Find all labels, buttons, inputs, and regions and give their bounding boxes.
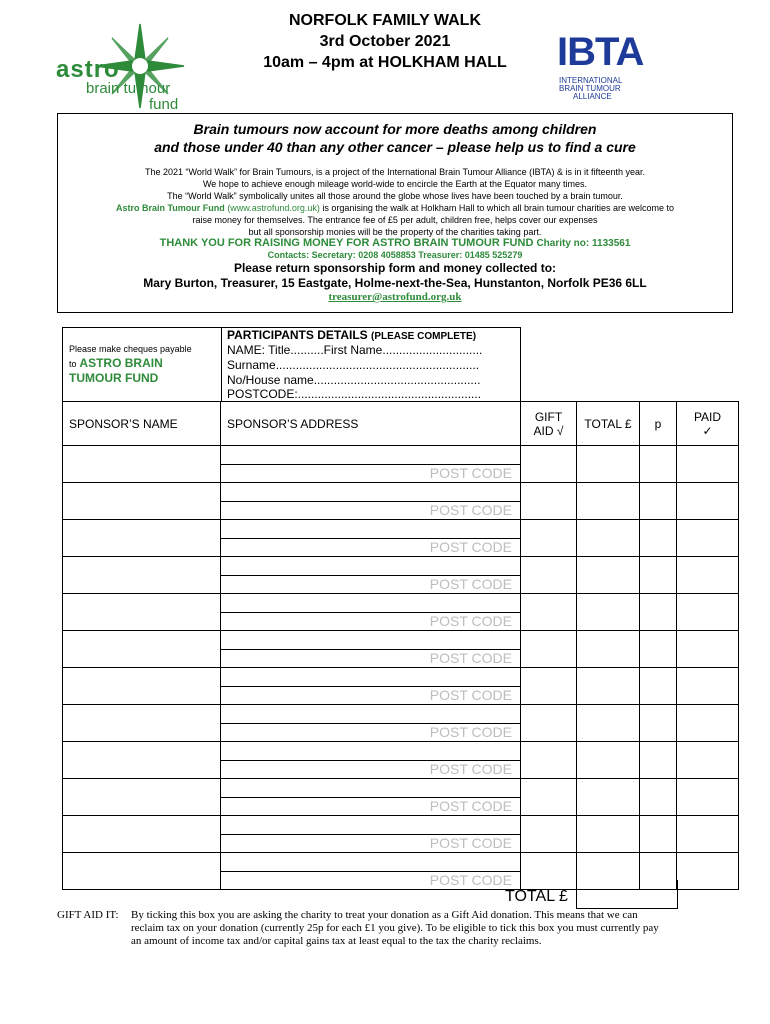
participant-surname-field[interactable]: Surname............................................................. [227, 358, 480, 372]
gift-aid-line2: reclaim tax on your donation (currently 25p for each £1 you give). To be eligible to tick this box you must currently pay [131, 922, 659, 934]
gift-aid-declaration [57, 909, 757, 948]
sponsor-row [63, 779, 739, 816]
participant-postcode-field[interactable]: POSTCODE:....................................................... [227, 387, 482, 401]
thanks-text: THANK YOU FOR RAISING MONEY FOR ASTRO BRAIN TUMOUR FUND [159, 237, 534, 249]
sponsor-address-line[interactable] [221, 668, 520, 687]
paid-cell[interactable] [677, 520, 739, 557]
paid-cell[interactable] [677, 594, 739, 631]
grand-total-label: TOTAL £ [505, 888, 568, 905]
col-pence: p [640, 402, 677, 446]
pence-cell[interactable] [640, 557, 677, 594]
sponsor-postcode-field[interactable]: POST CODE [429, 539, 512, 555]
event-name: NORFOLK FAMILY WALK [289, 12, 481, 29]
gift-aid-cell[interactable] [521, 520, 577, 557]
gift-aid-lead: GIFT AID IT: [57, 909, 119, 921]
sponsor-row [63, 446, 739, 483]
paid-cell[interactable] [677, 705, 739, 742]
return-address: Mary Burton, Treasurer, 15 Eastgate, Holme-next-the-Sea, Hunstanton, Norfolk PE36 6LL [143, 276, 647, 290]
sponsor-postcode-field[interactable]: POST CODE [429, 502, 512, 518]
sponsor-table-header [63, 402, 739, 446]
total-cell[interactable] [577, 779, 640, 816]
paid-cell[interactable] [677, 742, 739, 779]
col-total: TOTAL £ [577, 402, 640, 446]
contacts: Contacts: Secretary: 0208 4058853 Treasurer: 01485 525279 [267, 250, 523, 260]
total-cell[interactable] [577, 520, 640, 557]
ibta-logo-text [559, 77, 622, 101]
sponsor-name-cell[interactable] [63, 742, 221, 779]
tick-icon: ✓ [702, 423, 713, 438]
gift-aid-cell[interactable] [521, 668, 577, 705]
gift-aid-cell[interactable] [521, 446, 577, 483]
sponsor-name-cell[interactable] [63, 853, 221, 890]
participants-heading-text: PARTICIPANTS DETAILS [227, 328, 368, 342]
sponsor-address-cell[interactable] [221, 594, 521, 631]
pence-cell[interactable] [640, 631, 677, 668]
col-sponsor-name: SPONSOR’S NAME [63, 402, 221, 446]
ibta-logo-word: IBTA [557, 30, 644, 74]
participant-house-field[interactable]: No/House name.................................................. [227, 373, 481, 387]
sponsor-address-line[interactable] [221, 446, 520, 465]
sponsor-row [63, 742, 739, 779]
sponsor-address-line[interactable] [221, 483, 520, 502]
sponsor-address-line[interactable] [221, 705, 520, 724]
thanks-line [58, 237, 732, 249]
total-cell[interactable] [577, 668, 640, 705]
paid-cell[interactable] [677, 668, 739, 705]
sponsor-address-line[interactable] [221, 853, 520, 872]
total-cell[interactable] [577, 705, 640, 742]
gift-aid-cell[interactable] [521, 557, 577, 594]
sponsor-postcode-field[interactable]: POST CODE [429, 576, 512, 592]
sponsor-postcode-field[interactable]: POST CODE [429, 761, 512, 777]
sponsor-address-cell[interactable] [221, 705, 521, 742]
ibta-line1: INTERNATIONAL [559, 76, 623, 85]
sponsor-name-cell[interactable] [63, 705, 221, 742]
sponsor-address-line[interactable] [221, 631, 520, 650]
gift-aid-cell[interactable] [521, 705, 577, 742]
sponsor-address-line[interactable] [221, 742, 520, 761]
sponsor-address-cell[interactable] [221, 853, 521, 890]
paid-cell[interactable] [677, 446, 739, 483]
sponsor-row [63, 557, 739, 594]
headline [58, 120, 732, 156]
total-cell[interactable] [577, 446, 640, 483]
pence-cell[interactable] [640, 668, 677, 705]
sponsor-name-cell[interactable] [63, 446, 221, 483]
col-sponsor-address: SPONSOR’S ADDRESS [221, 402, 521, 446]
sponsor-postcode-field[interactable]: POST CODE [429, 798, 512, 814]
sponsor-postcode-field[interactable]: POST CODE [429, 872, 512, 888]
blurb-line2: We hope to achieve enough mileage world-wide to encircle the Earth at the Equator many times. [202, 179, 588, 189]
ibta-line2: BRAIN TUMOUR [559, 84, 621, 93]
gift-aid-cell[interactable] [521, 631, 577, 668]
participants-heading-note: (PLEASE COMPLETE) [371, 331, 477, 342]
headline-line1: Brain tumours now account for more deaths among children [193, 121, 597, 137]
gift-aid-cell[interactable] [521, 742, 577, 779]
participants-heading [227, 328, 476, 342]
ibta-logo [555, 30, 650, 105]
sponsor-row [63, 594, 739, 631]
blurb-line3: The “World Walk” symbolically unites all those around the globe whose lives have been touched by a brain tumour. [167, 191, 623, 201]
charity-number: Charity no: 1133561 [536, 238, 631, 249]
sponsor-address-cell[interactable] [221, 742, 521, 779]
cheque-instructions [62, 327, 222, 402]
gift-aid-line3: an amount of income tax and/or capital gains tax at least equal to the tax the charity reclaims. [131, 935, 542, 947]
sponsor-row [63, 816, 739, 853]
sponsor-address-line[interactable] [221, 779, 520, 798]
sponsor-name-cell[interactable] [63, 483, 221, 520]
sponsor-postcode-field[interactable]: POST CODE [429, 465, 512, 481]
total-cell[interactable] [577, 816, 640, 853]
gift-aid-line1 [57, 909, 757, 922]
total-cell[interactable] [577, 483, 640, 520]
sponsor-postcode-field[interactable]: POST CODE [429, 835, 512, 851]
sponsor-row [63, 705, 739, 742]
pence-cell[interactable] [640, 520, 677, 557]
sponsor-name-cell[interactable] [63, 816, 221, 853]
sponsor-address-cell[interactable] [221, 483, 521, 520]
pence-cell[interactable] [640, 779, 677, 816]
gift-aid-text1: By ticking this box you are asking the charity to treat your donation as a Gift Aid donation. This means that we can [131, 909, 638, 921]
sponsor-postcode-field[interactable]: POST CODE [429, 724, 512, 740]
ibta-line3: ALLIANCE [573, 92, 612, 101]
paid-cell[interactable] [677, 557, 739, 594]
paid-cell[interactable] [677, 483, 739, 520]
sponsor-address-cell[interactable] [221, 446, 521, 483]
pence-cell[interactable] [640, 483, 677, 520]
astro-fund-name: Astro Brain Tumour Fund [115, 203, 225, 213]
participant-name-field[interactable]: NAME: Title..........First Name.............................. [227, 343, 483, 357]
blurb-line1: The 2021 “World Walk” for Brain Tumours, is a project of the International Brain Tumour Alliance (IBTA) & is in it fifteenth year. [144, 167, 646, 177]
paid-cell[interactable] [677, 779, 739, 816]
sponsor-name-cell[interactable] [63, 631, 221, 668]
pence-cell[interactable] [640, 594, 677, 631]
gift-aid-cell[interactable] [521, 483, 577, 520]
cheque-payee-line2: TUMOUR FUND [69, 371, 159, 385]
astro-logo-line2: fund [149, 96, 179, 113]
cheque-payee [69, 356, 163, 386]
col-gift-aid [521, 402, 577, 446]
sponsor-address-cell[interactable] [221, 779, 521, 816]
event-date: 3rd October 2021 [319, 33, 451, 50]
treasurer-email-link[interactable]: treasurer@astrofund.org.uk [328, 291, 462, 303]
col-gift-aid-line2: AID √ [533, 423, 564, 438]
info-box [57, 113, 733, 313]
sponsor-name-cell[interactable] [63, 668, 221, 705]
sponsor-address-line[interactable] [221, 557, 520, 576]
sponsor-address-cell[interactable] [221, 520, 521, 557]
astro-logo-word: astro [56, 56, 120, 83]
paid-cell[interactable] [677, 816, 739, 853]
headline-line2: and those under 40 than any other cancer – please help us to find a cure [154, 139, 636, 155]
pence-cell[interactable] [640, 816, 677, 853]
gift-aid-cell[interactable] [521, 779, 577, 816]
sponsor-row [63, 520, 739, 557]
total-cell[interactable] [577, 742, 640, 779]
total-cell[interactable] [577, 557, 640, 594]
astro-logo [54, 22, 194, 114]
col-paid [677, 402, 739, 446]
gift-aid-cell[interactable] [521, 594, 577, 631]
paid-cell[interactable] [677, 631, 739, 668]
astro-logo-line1: brain tumour [86, 80, 171, 97]
col-paid-label: PAID [693, 409, 722, 424]
blurb-line4 [58, 202, 732, 214]
sponsor-table [62, 401, 739, 890]
sponsor-name-cell[interactable] [63, 520, 221, 557]
sponsor-address-cell[interactable] [221, 631, 521, 668]
blurb-line6: but all sponsorship monies will be the property of the charities taking part. [248, 227, 542, 237]
blurb [58, 166, 732, 238]
blurb-line5: raise money for themselves. The entrance fee of £5 per adult, children free, helps cover our expenses [192, 215, 598, 225]
sponsor-address-cell[interactable] [221, 557, 521, 594]
gift-aid-cell[interactable] [521, 853, 577, 890]
event-title [200, 10, 570, 73]
sponsor-postcode-field[interactable]: POST CODE [429, 687, 512, 703]
astro-fund-website[interactable]: (www.astrofund.org.uk) [227, 203, 320, 213]
sponsor-row [63, 483, 739, 520]
sponsor-address-line[interactable] [221, 594, 520, 613]
pence-cell[interactable] [640, 742, 677, 779]
sponsor-row [63, 668, 739, 705]
sponsor-address-line[interactable] [221, 520, 520, 539]
cheque-payee-line1: ASTRO BRAIN [79, 356, 163, 370]
total-cell[interactable] [577, 594, 640, 631]
sponsor-name-cell[interactable] [63, 594, 221, 631]
sponsor-row [63, 631, 739, 668]
total-cell[interactable] [577, 631, 640, 668]
gift-aid-cell[interactable] [521, 816, 577, 853]
col-gift-aid-line1: GIFT [534, 409, 563, 424]
pence-cell[interactable] [640, 705, 677, 742]
sponsor-address-cell[interactable] [221, 668, 521, 705]
sponsor-address-cell[interactable] [221, 816, 521, 853]
blurb-line4-rest: is organising the walk at Holkham Hall to which all brain tumour charities are welcome to [319, 203, 675, 213]
sponsor-name-cell[interactable] [63, 779, 221, 816]
cheque-line1: Please make cheques payable [69, 344, 192, 354]
participants-details [220, 327, 521, 402]
return-instructions: Please return sponsorship form and money collected to: [233, 261, 557, 275]
sponsor-address-line[interactable] [221, 816, 520, 835]
grand-total-box[interactable] [576, 880, 678, 909]
paid-cell[interactable] [677, 853, 739, 890]
sponsor-postcode-field[interactable]: POST CODE [429, 613, 512, 629]
event-time-venue: 10am – 4pm at HOLKHAM HALL [263, 54, 507, 71]
cheque-to: to [69, 359, 77, 369]
sponsor-postcode-field[interactable]: POST CODE [429, 650, 512, 666]
pence-cell[interactable] [640, 446, 677, 483]
sponsor-name-cell[interactable] [63, 557, 221, 594]
